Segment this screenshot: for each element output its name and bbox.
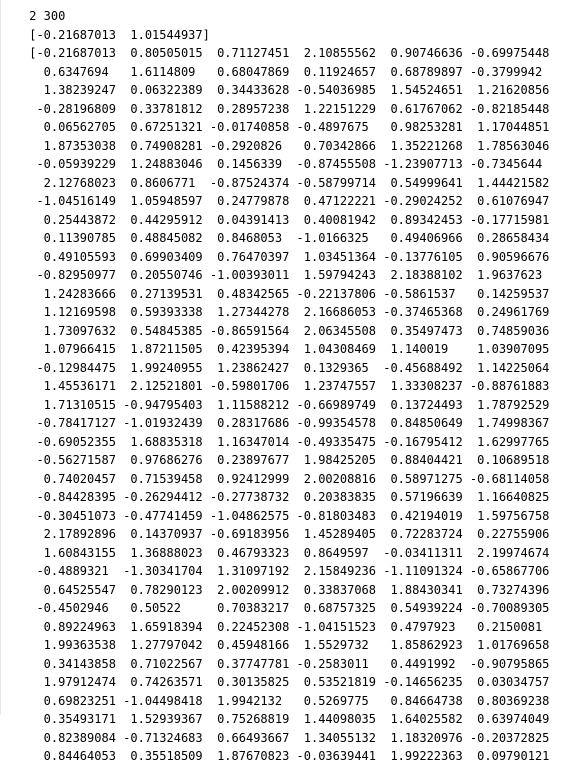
- output-line-array-row: 1.87353038 0.74908281 -0.2920826 0.70342866 1.35221268 1.78563046: [22, 138, 550, 153]
- output-line-array-row: 0.35493171 1.52939367 0.75268819 1.44098035 1.64025582 0.63974049: [22, 712, 550, 726]
- output-array-rows: [22, 44, 566, 766]
- output-line-array-row: 0.11390785 0.48845082 0.8468053 -1.0166325 0.49406966 0.28658434: [22, 231, 550, 245]
- output-line-array-row: 1.45536171 2.12521801 -0.59801706 1.23747557 1.33308237 -0.88761883: [22, 379, 550, 393]
- output-line-array-row: 0.89224963 1.65918394 0.22452308 -1.04151523 0.4797923 0.2150081: [22, 619, 543, 634]
- output-line-array-row: -0.12984475 1.99240955 1.23862427 0.1329365 -0.45688492 1.14225064: [22, 360, 550, 375]
- output-line-array-row: 0.69823251 -1.04498418 1.9942132 0.5269775 0.84664738 0.80369238: [22, 693, 550, 708]
- output-line-array-row: 1.07966415 1.87211505 0.42395394 1.04308469 1.140019 1.03907095: [22, 342, 550, 356]
- output-line-array-row: 1.99363538 1.27797042 0.45948166 1.5529732 1.85862923 1.01769658: [22, 638, 550, 652]
- output-line-array-row: 2.17892896 0.14370937 -0.69183956 1.45289405 0.72283724 0.22755906: [22, 527, 550, 541]
- output-line-array-row: 1.38239247 0.06322389 0.34433628 -0.54036985 1.54524651 1.21620856: [22, 83, 550, 97]
- output-line-array-row: 1.97912474 0.74263571 0.30135825 0.53521819 -0.14656235 0.03034757: [22, 675, 550, 689]
- output-line-first-row: [-0.21687013 1.01544937]: [22, 27, 210, 42]
- output-line-array-row: 0.6347694 1.6114809 0.68047869 0.11924657 0.68789897 -0.3799942: [22, 64, 543, 79]
- output-line-array-row: 2.12768023 0.8606771 -0.87524374 -0.58799714 0.54999641 1.44421582: [22, 175, 550, 190]
- output-line-array-row: 0.34143858 0.71022567 0.37747781 -0.2583011 0.4491992 -0.90795865: [22, 656, 550, 671]
- output-line-array-row: 1.71310515 -0.94795403 1.11588212 -0.66989749 0.13724493 1.78792529: [22, 397, 550, 412]
- output-line-array-row: 0.25443872 0.44295912 0.04391413 0.40081942 0.89342453 -0.17715981: [22, 212, 550, 227]
- output-line-array-row: -0.78417127 -1.01932439 0.28317686 -0.99354578 0.84850649 1.74998367: [22, 416, 550, 430]
- output-line-array-row: 0.06562705 0.67251321 -0.01740858 -0.4897675 0.98253281 1.17044851: [22, 120, 550, 134]
- output-line-array-row: 0.82389084 -0.71324683 0.66493667 1.34055132 1.18320976 -0.20372825: [22, 730, 550, 745]
- output-line-array-row: 1.60843155 1.36888023 0.46793323 0.8649597 -0.03411311 2.19974674: [22, 545, 550, 560]
- output-line-array-row: 1.73097632 0.54845385 -0.86591564 2.06345508 0.35497473 0.74859036: [22, 323, 550, 338]
- output-line-array-row: -0.69052355 1.68835318 1.16347014 -0.49335475 -0.16795412 1.62997765: [22, 434, 550, 449]
- output-line-array-row: [-0.21687013 0.80505015 0.71127451 2.10855562 0.90746636 -0.69975448: [22, 46, 550, 60]
- output-line-shape: 2 300: [22, 9, 66, 23]
- output-line-array-row: 0.49105593 0.69903409 0.76470397 1.03451364 -0.13776105 0.90596676: [22, 249, 550, 264]
- output-line-array-row: -0.30451073 -0.47741459 -1.04862575 -0.81803483 0.42194019 1.59756758: [22, 508, 550, 523]
- output-line-array-row: 0.64525547 0.78290123 2.00209912 0.33837068 1.88430341 0.73274396: [22, 582, 550, 597]
- output-line-array-row: -0.4502946 0.50522 0.70383217 0.68757325 0.54939224 -0.70089305: [22, 601, 550, 615]
- output-line-array-row: -1.04516149 1.05948597 0.24779878 0.47122221 -0.29024252 0.61076947: [22, 194, 550, 208]
- output-line-array-row: 1.24283666 0.27139531 0.48342565 -0.22137806 -0.5861537 0.14259537: [22, 286, 550, 301]
- output-line-array-row: -0.4889321 -1.30341704 1.31097192 2.15849236 -1.11091324 -0.65867706: [22, 564, 550, 578]
- output-line-array-row: -0.82950977 0.20550746 -1.00393011 1.59794243 2.18388102 1.9637623: [22, 268, 543, 282]
- output-line-array-row: 0.84464053 0.35518509 1.87670823 -0.03639441 1.99222363 0.09790121: [22, 749, 550, 763]
- output-line-array-row: -0.56271587 0.97686276 0.23897677 1.98425205 0.88404421 0.10689518: [22, 453, 550, 467]
- output-line-array-row: -0.05939229 1.24883046 0.1456339 -0.87455508 -1.23907713 -0.7345644: [22, 157, 543, 171]
- output-line-array-row: 1.12169598 0.59393338 1.27344278 2.16686053 -0.37465368 0.24961769: [22, 305, 550, 319]
- output-line-array-row: -0.28196809 0.33781812 0.28957238 1.22151229 0.61767062 -0.82185448: [22, 101, 550, 116]
- output-line-array-row: 0.74020457 0.71539458 0.92412999 2.00208816 0.58971275 -0.68114058: [22, 471, 550, 486]
- output-line-array-row: -0.84428395 -0.26294412 -0.27738732 0.20383835 0.57196639 1.16640825: [22, 490, 550, 504]
